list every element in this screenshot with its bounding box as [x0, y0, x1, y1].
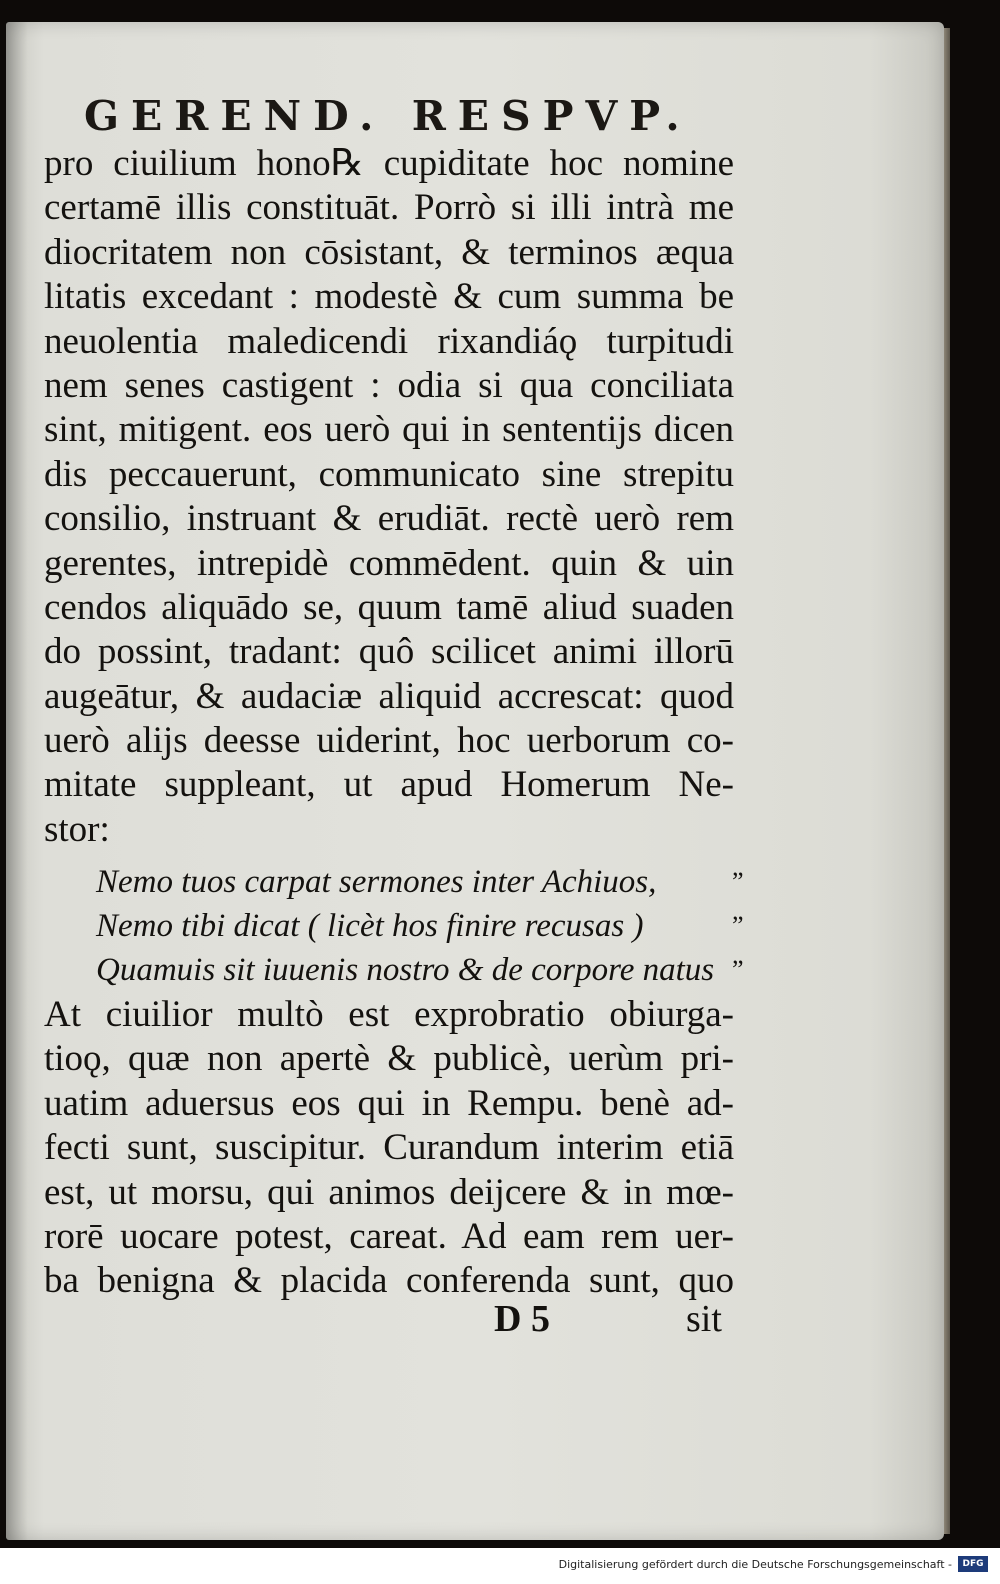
- text-line: ba benigna & placida conferenda sunt, quo: [44, 1260, 734, 1302]
- text-line: mitate suppleant, ut apud Homerum Ne-: [44, 764, 734, 806]
- quote-mark: ”: [732, 955, 744, 984]
- text-line: fecti sunt, suscipitur. Curandum interim etiā: [44, 1127, 734, 1169]
- verse-quotation: [96, 860, 766, 992]
- verse-line: [96, 860, 766, 904]
- footer-credit: Digitalisierung gefördert durch die Deutsche Forschungsgemeinschaft -: [558, 1558, 952, 1571]
- text-line: nem senes castigent : odia si qua conciliata: [44, 364, 734, 406]
- paragraph-1: [44, 142, 734, 852]
- text-line: cendos aliquādo se, quum tamē aliud suaden: [44, 586, 734, 628]
- text-line: consilio, instruant & erudiāt. rectè uerò rem: [44, 498, 734, 540]
- verse-text: Nemo tuos carpat sermones inter Achiuos,: [96, 864, 657, 900]
- page-edge: [944, 28, 950, 1534]
- verse-text: Nemo tibi dicat ( licèt hos finire recusas ): [96, 908, 644, 944]
- verse-line: [96, 904, 766, 948]
- digitization-footer: [0, 1548, 1000, 1584]
- text-line: pro ciuilium hono℞ cupiditate hoc nomine: [44, 143, 734, 184]
- text-line: uatim aduersus eos qui in Rempu. benè ad-: [44, 1082, 734, 1124]
- text-line: certamē illis constituāt. Porrò si illi intrà me: [44, 187, 734, 229]
- text-line: litatis excedant : modestè & cum summa be: [44, 276, 734, 318]
- quote-mark: ”: [732, 911, 744, 940]
- text-line: est, ut morsu, qui animos deijcere & in mœ-: [44, 1171, 734, 1213]
- spine-shadow: [6, 22, 28, 1540]
- text-line: augeātur, & audaciæ aliquid accrescat: quod: [44, 675, 734, 717]
- text-line: neuolentia maledicendi rixandiáǫ turpitudi: [44, 320, 734, 362]
- text-line: do possint, tradant: quô scilicet animi illorū: [44, 631, 734, 673]
- paragraph-2: [44, 993, 734, 1304]
- text-line: At ciuilior multò est exprobratio obiurga-: [44, 994, 734, 1035]
- running-header: GEREND. RESPVP.: [84, 92, 692, 140]
- verse-text: Quamuis sit iuuenis nostro & de corpore natus: [96, 952, 715, 988]
- verse-line: [96, 948, 766, 992]
- quote-mark: ”: [732, 867, 744, 896]
- text-line: rorē uocare potest, careat. Ad eam rem uer-: [44, 1215, 734, 1257]
- text-line: tioǫ, quæ non apertè & publicè, uerùm pri-: [44, 1038, 734, 1080]
- text-line: sint, mitigent. eos uerò qui in sententijs dicen: [44, 409, 734, 451]
- catchword: sit: [686, 1298, 722, 1340]
- dfg-logo: DFG: [958, 1556, 988, 1572]
- text-line: diocritatem non cōsistant, & terminos æqua: [44, 231, 734, 273]
- signature-mark: D 5: [494, 1298, 550, 1340]
- text-line: stor:: [44, 808, 110, 850]
- text-line: dis peccauerunt, communicato sine strepitu: [44, 453, 734, 495]
- text-line: uerò alijs deesse uiderint, hoc uerborum co-: [44, 720, 734, 762]
- text-line: gerentes, intrepidè commēdent. quin & uin: [44, 542, 734, 584]
